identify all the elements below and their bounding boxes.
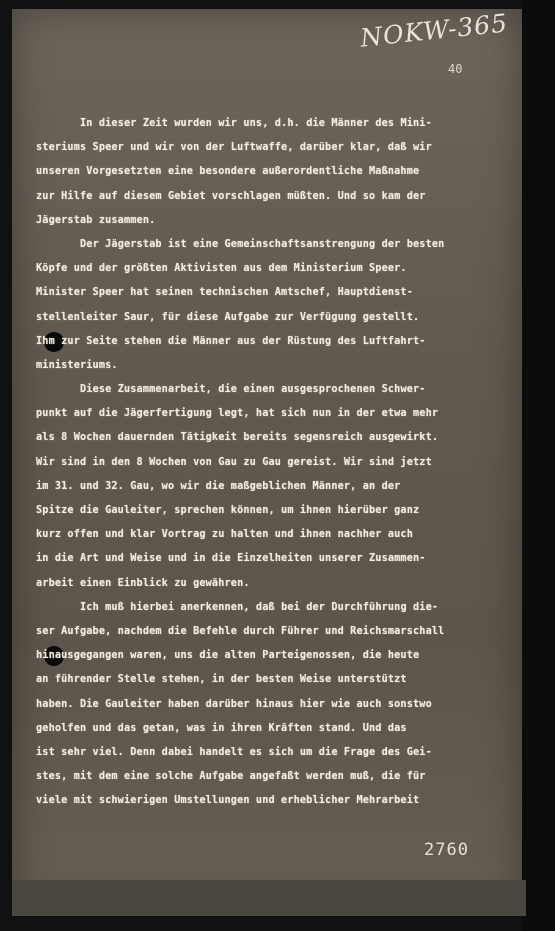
text-line: hinausgegangen waren, uns die alten Parteigenossen, die heute (36, 650, 420, 662)
text-line: ser Aufgabe, nachdem die Befehle durch Führer und Reichsmarschall (36, 625, 445, 637)
text-line: viele mit schwierigen Umstellungen und erheblicher Mehrarbeit (36, 795, 420, 807)
text-line: ministeriums. (36, 359, 118, 371)
text-line: haben. Die Gauleiter haben darüber hinaus hier wie auch sonstwo (36, 698, 432, 710)
text-line: ist sehr viel. Denn dabei handelt es sich um die Frage des Gei- (36, 746, 432, 758)
text-line: In dieser Zeit wurden wir uns, d.h. die Männer des Mini- (80, 118, 432, 129)
text-line: Ich muß hierbei anerkennen, daß bei der Durchführung die- (80, 601, 439, 613)
sheet-bottom-edge (12, 880, 526, 916)
text-line: geholfen und das getan, was in ihren Kräften stand. Und das (36, 722, 407, 734)
text-line: Minister Speer hat seinen technischen Amtschef, Hauptdienst- (36, 287, 414, 299)
archive-stamp-number: 2760 (424, 840, 469, 860)
text-line: punkt auf die Jägerfertigung legt, hat sich nun in der etwa mehr (36, 408, 439, 420)
text-line: unseren Vorgesetzten eine besondere außerordentliche Maßnahme (36, 166, 420, 178)
scanner-background-strip (522, 0, 555, 931)
text-line: an führender Stelle stehen, in der besten Weise unterstützt (36, 674, 407, 686)
text-line: in die Art und Weise und in die Einzelheiten unserer Zusammen- (36, 553, 426, 565)
text-line: zur Hilfe auf diesem Gebiet vorschlagen müßten. Und so kam der (36, 190, 426, 202)
page-number: 40 (448, 62, 463, 76)
text-line: Wir sind in den 8 Wochen von Gau zu Gau gereist. Wir sind jetzt (36, 456, 432, 468)
text-line: steriums Speer und wir von der Luftwaffe, darüber klar, daß wir (36, 142, 432, 154)
text-line: Spitze die Gauleiter, sprechen können, um ihnen hierüber ganz (36, 505, 420, 516)
document-reference-handwritten: NOKW-365 (358, 8, 510, 53)
text-line: im 31. und 32. Gau, wo wir die maßgeblichen Männer, an der (36, 480, 401, 492)
text-line: stes, mit dem eine solche Aufgabe angefaßt werden muß, die für (36, 771, 426, 783)
text-line: Jägerstab zusammen. (36, 214, 156, 226)
text-line: als 8 Wochen dauernden Tätigkeit bereits segensreich ausgewirkt. (36, 432, 439, 444)
typewritten-text-body (36, 112, 520, 813)
text-line: Ihm zur Seite stehen die Männer aus der Rüstung des Luftfahrt- (36, 335, 426, 347)
text-line: Köpfe und der größten Aktivisten aus dem Ministerium Speer. (36, 263, 407, 275)
text-line: stellenleiter Saur, für diese Aufgabe zur Verfügung gestellt. (36, 311, 420, 323)
text-line: kurz offen und klar Vortrag zu halten und ihnen nachher auch (36, 529, 414, 541)
text-line: arbeit einen Einblick zu gewähren. (36, 577, 250, 589)
text-line: Diese Zusammenarbeit, die einen ausgesprochenen Schwer- (80, 384, 426, 396)
text-line: Der Jägerstab ist eine Gemeinschaftsanstrengung der besten (80, 238, 445, 250)
